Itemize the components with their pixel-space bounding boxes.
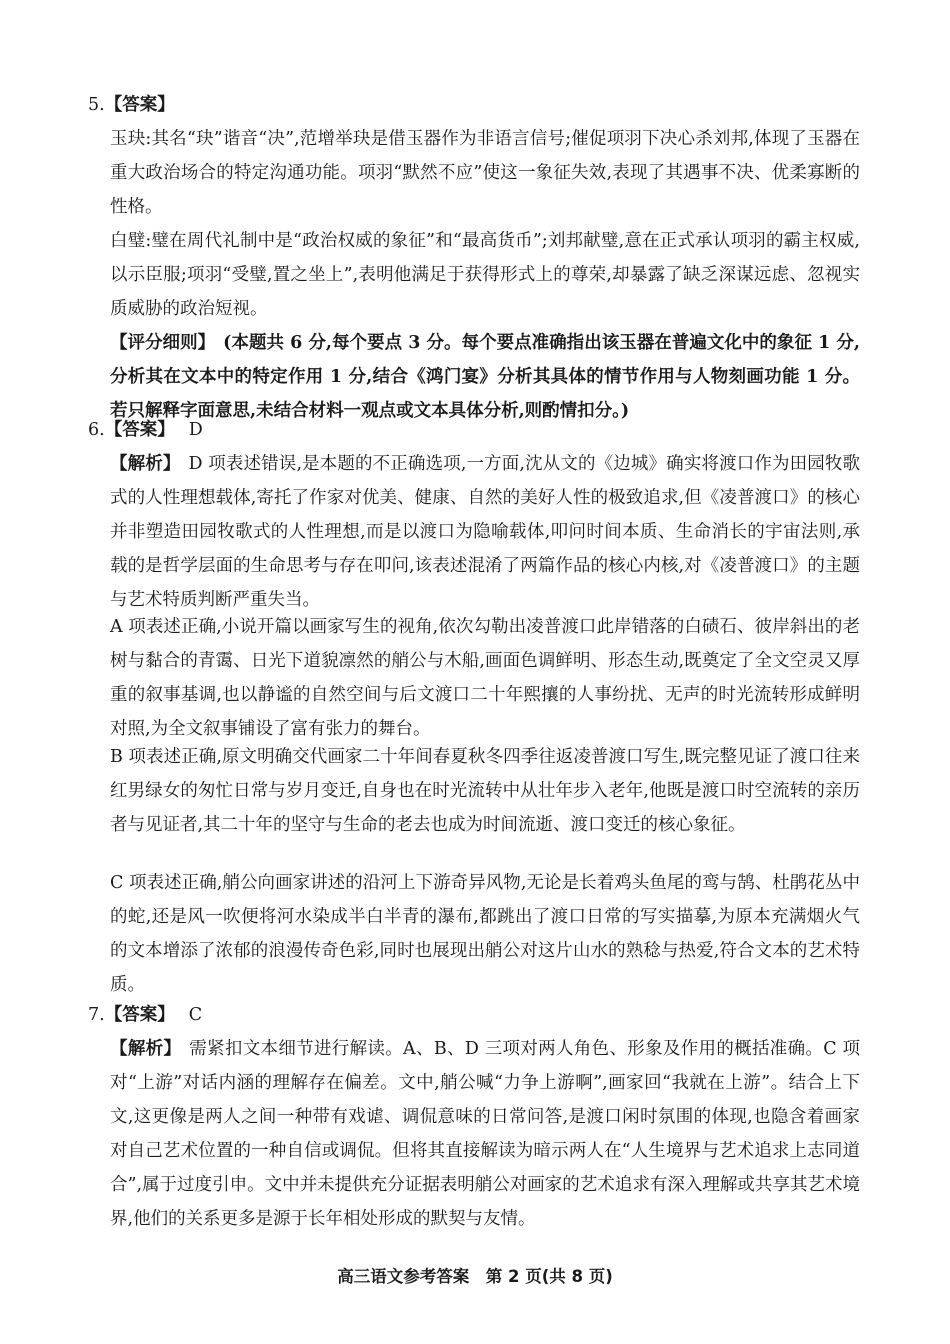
question-number: 6. bbox=[88, 420, 105, 440]
question-number: 5. bbox=[88, 95, 105, 115]
q5-heading bbox=[88, 88, 175, 122]
analysis-tag: 【解析】 bbox=[110, 1039, 182, 1059]
q6-analysis-c: C 项表述正确,艄公向画家讲述的沿河上下游奇异风物,无论是长着鸡头鱼尾的鸾与鹄、杜鹃花丛中的蛇,还是风一吹便将河水染成半白半青的瀑布,都跳出了渡口日常的写实描摹,为原本充满烟火气的文本增添了浓郁的浪漫传奇色彩,同时也展现出艄公对这片山水的熟稔与热爱,符合文本的艺术特质。 bbox=[110, 873, 860, 995]
scoring-text: (本题共 6 分,每个要点 3 分。每个要点准确指出该玉器在普遍文化中的象征 1 分,分析其在文本中的特定作用 1 分,结合《鸿门宴》分析其具体的情节作用与人物刻画功能 1 分。若只解释字面意思,未结合材料一观点或文本具体分析,则酌情扣分。) bbox=[110, 333, 860, 421]
q6-analysis-b: B 项表述正确,原文明确交代画家二十年间春夏秋冬四季往返凌普渡口写生,既完整见证了渡口往来红男绿女的匆忙日常与岁月变迁,自身也在时光流转中从壮年步入老年,他既是渡口时空流转的亲历者与见证者,其二十年的坚守与生命的老去也成为时间流逝、渡口变迁的核心象征。 bbox=[110, 747, 860, 835]
answer-tag: 【答案】 bbox=[104, 420, 175, 440]
q6-analysis-d bbox=[110, 447, 860, 617]
answer-value: C bbox=[188, 1005, 203, 1025]
q5-paragraph-white-bi: 白璧:璧在周代礼制中是“政治权威的象征”和“最高货币”;刘邦献璧,意在正式承认项羽的霸主权威,以示臣服;项羽“受璧,置之坐上”,表明他满足于获得形式上的尊荣,却暴露了缺乏深谋远虑、忽视实质威胁的政治短视。 bbox=[110, 231, 860, 319]
page-footer: 高三语文参考答案 第 2 页(共 8 页) bbox=[337, 1267, 613, 1286]
scoring-tag: 【评分细则】 bbox=[110, 333, 216, 353]
q6-analysis-a: A 项表述正确,小说开篇以画家写生的视角,依次勾勒出凌普渡口此岸错落的白碛石、彼岸斜出的老树与黏合的青霭、日光下道貌凛然的艄公与木船,画面色调鲜明、形态生动,既奠定了全文空灵又厚重的叙事基调,也以静谧的自然空间与后文渡口二十年熙攘的人事纷扰、无声的时光流转形成鲜明对照,为全文叙事铺设了富有张力的舞台。 bbox=[110, 617, 860, 739]
answer-value: D bbox=[188, 420, 203, 440]
answer-tag: 【答案】 bbox=[104, 1005, 175, 1025]
q5-scoring-rules bbox=[110, 326, 860, 428]
analysis-text: 需紧扣文本细节进行解读。A、B、D 三项对两人角色、形象及作用的概括准确。C 项对“上游”对话内涵的理解存在偏差。文中,艄公喊“力争上游啊”,画家回“我就在上游”。结合上下文,这更像是两人之间一种带有戏谑、调侃意味的日常问答,是渡口闲时氛围的体现,也隐含着画家对自己艺术位置的一种自信或调侃。但将其直接解读为暗示两人在“人生境界与艺术追求上志同道合”,属于过度引申。文中并未提供充分证据表明艄公对画家的艺术追求有深入理解或共享其艺术境界,他们的关系更多是源于长年相处形成的默契与友情。 bbox=[110, 1039, 860, 1229]
q7-analysis bbox=[110, 1032, 860, 1236]
question-number: 7. bbox=[88, 1005, 105, 1025]
analysis-text: D 项表述错误,是本题的不正确选项,一方面,沈从文的《边城》确实将渡口作为田园牧歌式的人性理想载体,寄托了作家对优美、健康、自然的美好人性的极致追求,但《凌普渡口》的核心并非塑造田园牧歌式的人性理想,而是以渡口为隐喻载体,叩问时间本质、生命消长的宇宙法则,承载的是哲学层面的生命思考与存在叩问,该表述混淆了两篇作品的核心内核,对《凌普渡口》的主题与艺术特质判断严重失当。 bbox=[110, 454, 861, 610]
q6-heading bbox=[88, 413, 203, 447]
analysis-tag: 【解析】 bbox=[110, 454, 181, 474]
q7-heading bbox=[88, 998, 202, 1032]
q5-paragraph-jade-jue: 玉玦:其名“玦”谐音“决”,范增举玦是借玉器作为非语言信号;催促项羽下决心杀刘邦,体现了玉器在重大政治场合的特定沟通功能。项羽“默然不应”使这一象征失效,表现了其遇事不决、优柔寡断的性格。 bbox=[110, 129, 860, 217]
answer-tag: 【答案】 bbox=[104, 95, 175, 115]
